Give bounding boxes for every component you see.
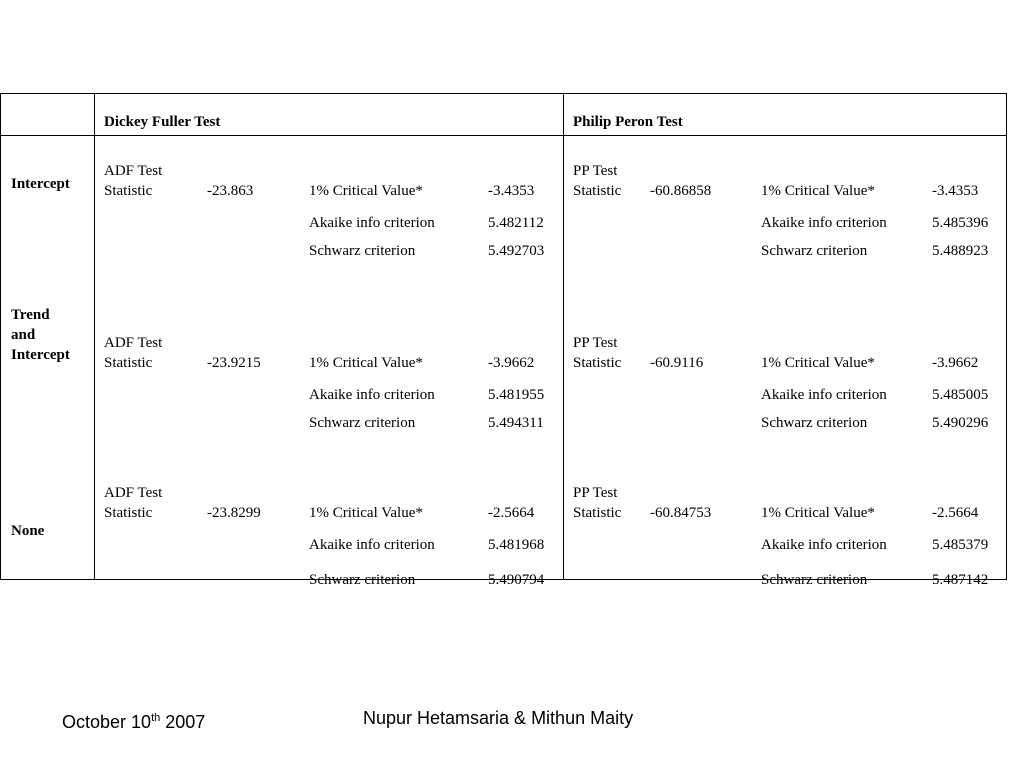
pp-statistic-value: -60.86858 bbox=[650, 183, 712, 199]
critical-value: -2.5664 bbox=[932, 505, 979, 521]
akaike-label: Akaike info criterion bbox=[309, 537, 435, 553]
header-divider bbox=[1, 135, 1006, 136]
footer-authors: Nupur Hetamsaria & Mithun Maity bbox=[363, 708, 634, 728]
adf-statistic-value: -23.9215 bbox=[207, 355, 261, 371]
critical-value-label: 1% Critical Value* bbox=[309, 183, 423, 199]
adf-label-top: ADF Test bbox=[104, 335, 163, 351]
footer-date: October 10th 2007 bbox=[62, 712, 206, 732]
schwarz-value: 5.492703 bbox=[488, 243, 545, 259]
schwarz-value: 5.490794 bbox=[488, 572, 545, 588]
row-label: None bbox=[11, 523, 45, 539]
column-divider bbox=[94, 94, 95, 579]
schwarz-label: Schwarz criterion bbox=[309, 415, 416, 431]
row-label: Intercept bbox=[11, 176, 70, 192]
akaike-label: Akaike info criterion bbox=[761, 387, 887, 403]
akaike-value: 5.481955 bbox=[488, 387, 545, 403]
adf-statistic-value: -23.8299 bbox=[207, 505, 261, 521]
akaike-label: Akaike info criterion bbox=[761, 215, 887, 231]
row-label: Intercept bbox=[11, 347, 70, 363]
akaike-value: 5.485396 bbox=[932, 215, 989, 231]
schwarz-value: 5.487142 bbox=[932, 572, 989, 588]
schwarz-value: 5.490296 bbox=[932, 415, 989, 431]
critical-value: -2.5664 bbox=[488, 505, 535, 521]
schwarz-value: 5.488923 bbox=[932, 243, 989, 259]
schwarz-label: Schwarz criterion bbox=[309, 572, 416, 588]
results-table bbox=[0, 93, 1007, 588]
pp-label-bottom: Statistic bbox=[573, 183, 622, 199]
adf-label-top: ADF Test bbox=[104, 163, 163, 179]
schwarz-label: Schwarz criterion bbox=[761, 572, 868, 588]
pp-label-top: PP Test bbox=[573, 335, 618, 351]
schwarz-value: 5.494311 bbox=[488, 415, 544, 431]
critical-value-label: 1% Critical Value* bbox=[761, 355, 875, 371]
schwarz-label: Schwarz criterion bbox=[309, 243, 416, 259]
critical-value-label: 1% Critical Value* bbox=[761, 183, 875, 199]
critical-value: -3.9662 bbox=[932, 355, 979, 371]
pp-statistic-value: -60.9116 bbox=[650, 355, 704, 371]
critical-value: -3.9662 bbox=[488, 355, 535, 371]
adf-statistic-value: -23.863 bbox=[207, 183, 254, 199]
akaike-label: Akaike info criterion bbox=[309, 387, 435, 403]
schwarz-label: Schwarz criterion bbox=[761, 243, 868, 259]
akaike-value: 5.482112 bbox=[488, 215, 544, 231]
critical-value-label: 1% Critical Value* bbox=[761, 505, 875, 521]
pp-label-top: PP Test bbox=[573, 163, 618, 179]
column-divider bbox=[563, 94, 564, 579]
akaike-value: 5.481968 bbox=[488, 537, 545, 553]
adf-label-bottom: Statistic bbox=[104, 505, 153, 521]
critical-value: -3.4353 bbox=[932, 183, 979, 199]
pp-statistic-value: -60.84753 bbox=[650, 505, 712, 521]
schwarz-label: Schwarz criterion bbox=[761, 415, 868, 431]
adf-label-bottom: Statistic bbox=[104, 183, 153, 199]
row-label: and bbox=[11, 327, 36, 343]
critical-value: -3.4353 bbox=[488, 183, 535, 199]
critical-value-label: 1% Critical Value* bbox=[309, 505, 423, 521]
pp-label-bottom: Statistic bbox=[573, 355, 622, 371]
akaike-label: Akaike info criterion bbox=[309, 215, 435, 231]
critical-value-label: 1% Critical Value* bbox=[309, 355, 423, 371]
row-label: Trend bbox=[11, 307, 50, 323]
header-philip-peron: Philip Peron Test bbox=[573, 114, 683, 130]
akaike-value: 5.485379 bbox=[932, 537, 989, 553]
header-dickey-fuller: Dickey Fuller Test bbox=[104, 114, 221, 130]
adf-label-top: ADF Test bbox=[104, 485, 163, 501]
akaike-label: Akaike info criterion bbox=[761, 537, 887, 553]
akaike-value: 5.485005 bbox=[932, 387, 989, 403]
pp-label-bottom: Statistic bbox=[573, 505, 622, 521]
pp-label-top: PP Test bbox=[573, 485, 618, 501]
adf-label-bottom: Statistic bbox=[104, 355, 153, 371]
